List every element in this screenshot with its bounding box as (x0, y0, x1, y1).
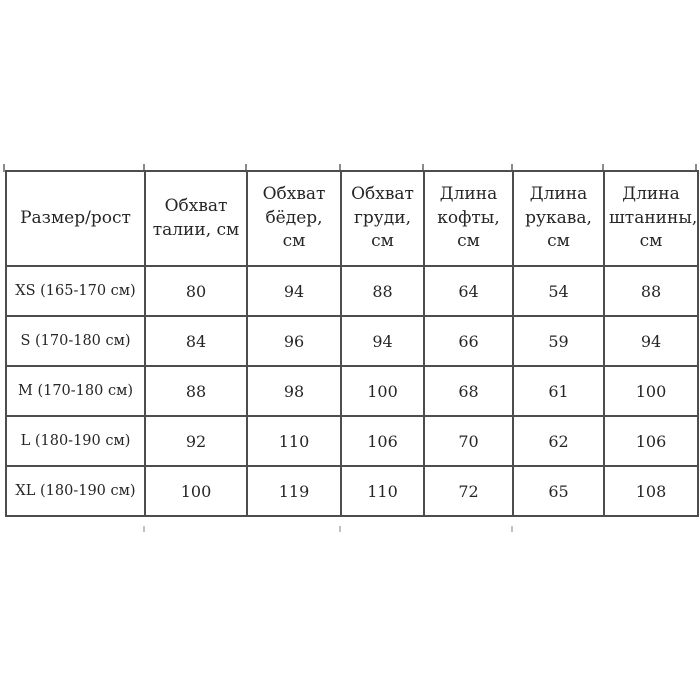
table-cell: 94 (341, 316, 424, 366)
column-header-size: Размер/рост (6, 171, 145, 266)
table-cell: 88 (341, 266, 424, 316)
table-cell: 98 (247, 366, 341, 416)
table-cell: 106 (341, 416, 424, 466)
row-label-cell: S (170-180 см) (6, 316, 145, 366)
table-cell: 72 (424, 466, 513, 516)
table-cell: 119 (247, 466, 341, 516)
grid-tick-artifact (143, 526, 145, 532)
table-cell: 70 (424, 416, 513, 466)
column-header-pant-length: Длина штанины, см (604, 171, 698, 266)
column-header-top-length: Длина кофты, см (424, 171, 513, 266)
column-header-chest: Обхват груди, см (341, 171, 424, 266)
table-cell: 66 (424, 316, 513, 366)
table-row-l (6, 416, 698, 466)
table-cell: 59 (513, 316, 604, 366)
grid-tick-artifact (339, 526, 341, 532)
row-label-cell: XS (165-170 см) (6, 266, 145, 316)
row-label-cell: M (170-180 см) (6, 366, 145, 416)
table-cell: 94 (247, 266, 341, 316)
table-cell: 110 (247, 416, 341, 466)
table-cell: 96 (247, 316, 341, 366)
table-cell: 80 (145, 266, 247, 316)
column-header-sleeve: Длина рукава, см (513, 171, 604, 266)
table-cell: 100 (341, 366, 424, 416)
table-cell: 65 (513, 466, 604, 516)
table-row-xl (6, 466, 698, 516)
table-cell: 94 (604, 316, 698, 366)
table-cell: 110 (341, 466, 424, 516)
row-label-cell: L (180-190 см) (6, 416, 145, 466)
column-header-waist: Обхват талии, см (145, 171, 247, 266)
table-cell: 64 (424, 266, 513, 316)
table-cell: 62 (513, 416, 604, 466)
table-cell: 88 (145, 366, 247, 416)
table-cell: 54 (513, 266, 604, 316)
grid-tick-artifact (511, 526, 513, 532)
size-chart-table (5, 170, 699, 517)
table-cell: 106 (604, 416, 698, 466)
table-cell: 68 (424, 366, 513, 416)
table-row-m (6, 366, 698, 416)
table-cell: 88 (604, 266, 698, 316)
header-row (6, 171, 698, 266)
table-row-s (6, 316, 698, 366)
table-cell: 108 (604, 466, 698, 516)
row-label-cell: XL (180-190 см) (6, 466, 145, 516)
table-cell: 92 (145, 416, 247, 466)
table-cell: 100 (145, 466, 247, 516)
column-header-hips: Обхват бёдер, см (247, 171, 341, 266)
table-row-xs (6, 266, 698, 316)
table-cell: 61 (513, 366, 604, 416)
table-cell: 84 (145, 316, 247, 366)
table-cell: 100 (604, 366, 698, 416)
